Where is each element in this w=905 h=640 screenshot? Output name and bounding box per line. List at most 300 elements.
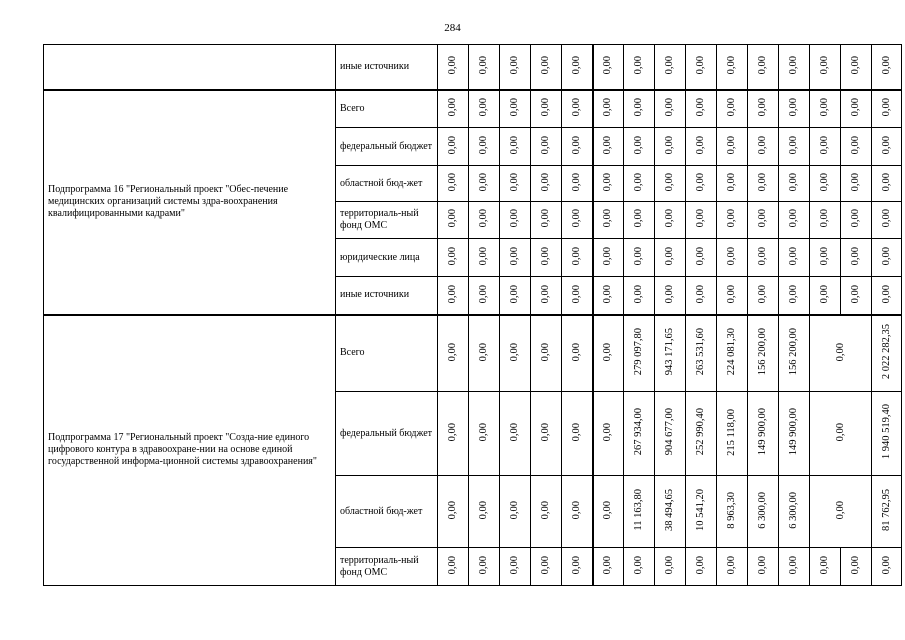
value-cell xyxy=(500,128,531,166)
value-text: 0,00 xyxy=(788,98,799,117)
value-cell xyxy=(717,166,748,202)
value-cell xyxy=(872,392,902,476)
value-cell xyxy=(841,548,872,586)
value-cell xyxy=(810,202,841,239)
value-cell xyxy=(531,392,562,476)
subprogram-name: Подпрограмма 16 "Региональный проект "Обес-печение медицинских организаций системы здра-воохранения квалифицированными кадрами" xyxy=(44,90,336,315)
value-cell xyxy=(779,277,810,315)
value-text: 0,00 xyxy=(509,98,520,117)
value-text: 0,00 xyxy=(447,209,458,228)
value-cell xyxy=(810,548,841,586)
value-cell xyxy=(686,90,717,128)
value-cell xyxy=(872,315,902,392)
value-text: 0,00 xyxy=(695,246,706,266)
value-text: 6 300,00 xyxy=(788,491,799,529)
value-text: 279 097,80 xyxy=(633,328,644,376)
value-text: 0,00 xyxy=(602,555,614,575)
value-cell xyxy=(748,166,779,202)
budget-table xyxy=(43,44,902,586)
value-cell xyxy=(593,315,624,392)
value-text: 0,00 xyxy=(819,209,830,228)
value-cell xyxy=(748,476,779,548)
value-text: 0,00 xyxy=(757,98,768,117)
value-cell xyxy=(717,128,748,166)
value-cell xyxy=(438,128,469,166)
value-cell xyxy=(531,548,562,586)
funding-source: территориаль-ный фонд ОМС xyxy=(336,548,438,586)
value-cell xyxy=(593,476,624,548)
value-text: 0,00 xyxy=(509,500,520,520)
value-text: 0,00 xyxy=(570,246,582,266)
value-cell xyxy=(469,166,500,202)
value-cell xyxy=(562,202,593,239)
value-text: 0,00 xyxy=(478,342,489,361)
value-cell xyxy=(872,277,902,315)
value-cell xyxy=(469,239,500,277)
table-row xyxy=(44,90,902,128)
value-cell xyxy=(593,90,624,128)
value-text: 0,00 xyxy=(447,172,458,192)
value-cell xyxy=(562,476,593,548)
value-cell xyxy=(500,548,531,586)
value-text: 0,00 xyxy=(633,284,644,303)
value-text: 0,00 xyxy=(509,56,520,75)
value-text: 0,00 xyxy=(540,135,551,155)
value-text: 904 677,00 xyxy=(664,408,675,456)
value-text: 0,00 xyxy=(834,422,846,442)
value-text: 0,00 xyxy=(478,135,489,155)
value-text: 0,00 xyxy=(788,209,799,228)
value-text: 0,00 xyxy=(664,172,675,192)
value-cell xyxy=(841,45,872,90)
value-text: 0,00 xyxy=(447,246,458,266)
value-text: 0,00 xyxy=(447,422,458,442)
value-cell xyxy=(655,315,686,392)
value-text: 0,00 xyxy=(819,284,830,303)
funding-source: областной бюд-жет xyxy=(336,476,438,548)
value-text: 0,00 xyxy=(602,209,614,228)
table-row xyxy=(44,315,902,392)
value-cell xyxy=(624,239,655,277)
value-cell xyxy=(655,392,686,476)
value-cell xyxy=(469,277,500,315)
value-cell xyxy=(624,277,655,315)
value-cell xyxy=(469,90,500,128)
value-cell xyxy=(531,128,562,166)
value-cell xyxy=(810,392,872,476)
value-cell xyxy=(655,239,686,277)
value-text: 0,00 xyxy=(726,555,737,575)
value-text: 0,00 xyxy=(540,284,551,303)
value-text: 0,00 xyxy=(570,56,582,75)
value-cell xyxy=(872,548,902,586)
value-cell xyxy=(686,476,717,548)
value-cell xyxy=(624,392,655,476)
value-cell xyxy=(531,166,562,202)
value-cell xyxy=(469,315,500,392)
value-text: 0,00 xyxy=(570,284,582,303)
value-text: 0,00 xyxy=(633,246,644,266)
value-text: 0,00 xyxy=(788,135,799,155)
value-text: 0,00 xyxy=(509,284,520,303)
value-cell xyxy=(872,45,902,90)
value-text: 0,00 xyxy=(509,172,520,192)
value-text: 0,00 xyxy=(788,172,799,192)
value-cell xyxy=(779,128,810,166)
value-text: 0,00 xyxy=(570,422,582,442)
value-text: 0,00 xyxy=(819,56,830,75)
value-text: 0,00 xyxy=(664,246,675,266)
value-text: 6 300,00 xyxy=(757,491,768,529)
value-text: 0,00 xyxy=(602,98,614,117)
value-cell xyxy=(531,315,562,392)
value-cell xyxy=(500,239,531,277)
value-cell xyxy=(717,476,748,548)
value-cell xyxy=(655,548,686,586)
value-text: 0,00 xyxy=(509,422,520,442)
value-text: 0,00 xyxy=(633,135,644,155)
value-cell xyxy=(686,166,717,202)
value-text: 0,00 xyxy=(726,56,737,75)
value-text: 0,00 xyxy=(447,135,458,155)
value-text: 0,00 xyxy=(540,500,551,520)
value-text: 0,00 xyxy=(602,284,614,303)
value-cell xyxy=(438,166,469,202)
value-text: 0,00 xyxy=(757,209,768,228)
value-cell xyxy=(748,239,779,277)
value-cell xyxy=(655,166,686,202)
value-cell xyxy=(531,277,562,315)
value-cell xyxy=(655,277,686,315)
value-text: 156 200,00 xyxy=(757,328,768,376)
value-cell xyxy=(872,239,902,277)
value-text: 0,00 xyxy=(850,135,861,155)
value-cell xyxy=(562,392,593,476)
value-text: 156 200,00 xyxy=(788,328,799,376)
value-cell xyxy=(717,392,748,476)
value-cell xyxy=(779,239,810,277)
funding-source: Всего xyxy=(336,90,438,128)
value-cell xyxy=(779,548,810,586)
value-text: 0,00 xyxy=(478,500,489,520)
value-text: 252 990,40 xyxy=(695,408,706,456)
value-text: 0,00 xyxy=(540,342,551,361)
value-text: 0,00 xyxy=(695,135,706,155)
value-cell xyxy=(562,277,593,315)
value-cell xyxy=(469,476,500,548)
value-cell xyxy=(686,239,717,277)
value-cell xyxy=(717,202,748,239)
value-cell xyxy=(438,90,469,128)
table-body xyxy=(44,45,902,586)
value-cell xyxy=(779,476,810,548)
value-cell xyxy=(717,90,748,128)
value-text: 0,00 xyxy=(570,555,582,575)
value-cell xyxy=(686,548,717,586)
value-cell xyxy=(438,202,469,239)
value-text: 11 163,80 xyxy=(633,489,644,531)
value-cell xyxy=(779,45,810,90)
value-text: 0,00 xyxy=(478,284,489,303)
value-cell xyxy=(531,90,562,128)
value-text: 38 494,65 xyxy=(664,489,675,531)
value-text: 0,00 xyxy=(633,56,644,75)
value-text: 943 171,65 xyxy=(664,328,675,376)
value-cell xyxy=(562,128,593,166)
value-text: 81 762,95 xyxy=(880,489,892,531)
value-text: 0,00 xyxy=(540,422,551,442)
value-text: 0,00 xyxy=(757,284,768,303)
funding-source: федеральный бюджет xyxy=(336,392,438,476)
value-cell xyxy=(748,128,779,166)
value-text: 0,00 xyxy=(695,56,706,75)
value-cell xyxy=(500,476,531,548)
value-cell xyxy=(872,202,902,239)
value-cell xyxy=(717,548,748,586)
value-cell xyxy=(531,202,562,239)
value-text: 0,00 xyxy=(788,56,799,75)
value-text: 0,00 xyxy=(880,246,892,266)
value-cell xyxy=(593,392,624,476)
value-text: 0,00 xyxy=(633,172,644,192)
value-cell xyxy=(469,45,500,90)
value-cell xyxy=(562,548,593,586)
value-cell xyxy=(872,166,902,202)
value-text: 0,00 xyxy=(540,246,551,266)
funding-source: территориаль-ный фонд ОМС xyxy=(336,202,438,239)
value-text: 0,00 xyxy=(540,98,551,117)
value-text: 0,00 xyxy=(509,342,520,361)
value-text: 0,00 xyxy=(850,209,861,228)
value-cell xyxy=(624,548,655,586)
value-cell xyxy=(500,166,531,202)
value-text: 0,00 xyxy=(695,98,706,117)
value-text: 0,00 xyxy=(478,555,489,575)
value-text: 149 900,00 xyxy=(757,408,768,456)
value-cell xyxy=(469,128,500,166)
value-cell xyxy=(841,277,872,315)
value-text: 0,00 xyxy=(509,135,520,155)
value-text: 10 541,20 xyxy=(695,489,706,531)
value-text: 0,00 xyxy=(880,209,892,228)
value-text: 0,00 xyxy=(850,246,861,266)
value-cell xyxy=(841,90,872,128)
value-cell xyxy=(872,476,902,548)
value-cell xyxy=(438,45,469,90)
value-cell xyxy=(624,202,655,239)
value-cell xyxy=(624,128,655,166)
value-cell xyxy=(593,277,624,315)
value-text: 0,00 xyxy=(880,555,892,575)
value-cell xyxy=(686,277,717,315)
value-cell xyxy=(562,315,593,392)
value-text: 0,00 xyxy=(540,56,551,75)
value-cell xyxy=(624,166,655,202)
value-text: 0,00 xyxy=(447,56,458,75)
value-text: 0,00 xyxy=(509,555,520,575)
funding-source: иные источники xyxy=(336,45,438,90)
value-text: 0,00 xyxy=(880,56,892,75)
value-text: 0,00 xyxy=(478,246,489,266)
value-cell xyxy=(593,548,624,586)
value-cell xyxy=(593,45,624,90)
value-cell xyxy=(500,90,531,128)
funding-source: федеральный бюджет xyxy=(336,128,438,166)
value-cell xyxy=(748,315,779,392)
value-text: 0,00 xyxy=(726,284,737,303)
value-cell xyxy=(810,90,841,128)
value-text: 0,00 xyxy=(570,500,582,520)
value-text: 0,00 xyxy=(819,555,830,575)
value-cell xyxy=(748,202,779,239)
value-text: 0,00 xyxy=(602,500,614,520)
value-cell xyxy=(841,128,872,166)
table-row xyxy=(44,45,902,90)
value-cell xyxy=(624,45,655,90)
subprogram-name xyxy=(44,45,336,90)
value-text: 149 900,00 xyxy=(788,408,799,456)
value-text: 0,00 xyxy=(570,98,582,117)
value-text: 224 081,30 xyxy=(726,328,737,376)
value-text: 0,00 xyxy=(819,135,830,155)
value-cell xyxy=(500,392,531,476)
value-cell xyxy=(717,315,748,392)
value-text: 0,00 xyxy=(602,56,614,75)
value-cell xyxy=(469,202,500,239)
value-cell xyxy=(810,277,841,315)
value-text: 0,00 xyxy=(602,246,614,266)
value-text: 0,00 xyxy=(664,209,675,228)
value-text: 0,00 xyxy=(447,555,458,575)
value-text: 0,00 xyxy=(850,56,861,75)
funding-source: иные источники xyxy=(336,277,438,315)
value-cell xyxy=(810,239,841,277)
value-cell xyxy=(686,45,717,90)
value-text: 0,00 xyxy=(850,284,861,303)
value-text: 0,00 xyxy=(880,284,892,303)
value-cell xyxy=(469,392,500,476)
value-text: 0,00 xyxy=(664,555,675,575)
value-text: 0,00 xyxy=(880,172,892,192)
value-text: 0,00 xyxy=(834,342,846,361)
value-cell xyxy=(655,128,686,166)
value-cell xyxy=(593,128,624,166)
value-text: 0,00 xyxy=(788,555,799,575)
funding-source: областной бюд-жет xyxy=(336,166,438,202)
value-text: 0,00 xyxy=(540,555,551,575)
value-text: 0,00 xyxy=(602,172,614,192)
value-cell xyxy=(810,128,841,166)
value-text: 0,00 xyxy=(695,284,706,303)
value-cell xyxy=(624,90,655,128)
value-text: 0,00 xyxy=(726,98,737,117)
value-cell xyxy=(810,476,872,548)
value-text: 0,00 xyxy=(757,135,768,155)
value-cell xyxy=(841,202,872,239)
value-text: 0,00 xyxy=(788,246,799,266)
value-text: 0,00 xyxy=(757,56,768,75)
value-text: 267 934,00 xyxy=(633,408,644,456)
value-cell xyxy=(779,315,810,392)
subprogram-name: Подпрограмма 17 "Региональный проект "Созда-ние единого цифрового контура в здравоохране-нии на основе единой государственной информа-ционной системы здравоохранения" xyxy=(44,315,336,586)
value-text: 0,00 xyxy=(726,209,737,228)
value-cell xyxy=(779,392,810,476)
value-text: 0,00 xyxy=(695,172,706,192)
value-text: 0,00 xyxy=(509,209,520,228)
value-cell xyxy=(500,45,531,90)
value-text: 0,00 xyxy=(478,422,489,442)
value-text: 0,00 xyxy=(570,135,582,155)
value-cell xyxy=(779,90,810,128)
value-cell xyxy=(810,45,841,90)
value-text: 0,00 xyxy=(664,98,675,117)
value-cell xyxy=(655,476,686,548)
value-text: 0,00 xyxy=(664,284,675,303)
value-text: 0,00 xyxy=(880,135,892,155)
value-text: 0,00 xyxy=(570,209,582,228)
value-text: 0,00 xyxy=(819,172,830,192)
value-text: 0,00 xyxy=(447,342,458,361)
value-cell xyxy=(748,277,779,315)
value-text: 0,00 xyxy=(850,98,861,117)
value-cell xyxy=(810,315,872,392)
value-cell xyxy=(624,315,655,392)
value-text: 0,00 xyxy=(788,284,799,303)
value-text: 0,00 xyxy=(664,135,675,155)
value-cell xyxy=(779,202,810,239)
value-cell xyxy=(686,392,717,476)
value-cell xyxy=(500,315,531,392)
value-text: 0,00 xyxy=(447,98,458,117)
value-text: 0,00 xyxy=(695,209,706,228)
value-text: 1 940 519,40 xyxy=(880,404,892,460)
value-cell xyxy=(531,45,562,90)
value-text: 0,00 xyxy=(880,98,892,117)
value-cell xyxy=(686,202,717,239)
value-cell xyxy=(562,45,593,90)
value-text: 215 118,00 xyxy=(726,408,737,456)
value-cell xyxy=(562,239,593,277)
value-cell xyxy=(655,90,686,128)
value-text: 0,00 xyxy=(602,422,614,442)
value-cell xyxy=(438,548,469,586)
value-cell xyxy=(438,277,469,315)
value-cell xyxy=(717,45,748,90)
value-text: 0,00 xyxy=(540,172,551,192)
value-text: 0,00 xyxy=(633,98,644,117)
value-text: 0,00 xyxy=(570,342,582,361)
value-text: 0,00 xyxy=(834,500,846,520)
value-text: 0,00 xyxy=(570,172,582,192)
value-text: 0,00 xyxy=(447,284,458,303)
value-cell xyxy=(655,202,686,239)
value-cell xyxy=(438,315,469,392)
value-cell xyxy=(779,166,810,202)
funding-source: Всего xyxy=(336,315,438,392)
value-cell xyxy=(748,392,779,476)
value-cell xyxy=(717,239,748,277)
value-cell xyxy=(841,166,872,202)
value-text: 0,00 xyxy=(540,209,551,228)
value-cell xyxy=(748,548,779,586)
value-text: 0,00 xyxy=(478,172,489,192)
value-cell xyxy=(593,202,624,239)
value-cell xyxy=(562,166,593,202)
value-cell xyxy=(686,128,717,166)
value-text: 0,00 xyxy=(478,98,489,117)
value-text: 0,00 xyxy=(633,555,644,575)
value-cell xyxy=(593,239,624,277)
